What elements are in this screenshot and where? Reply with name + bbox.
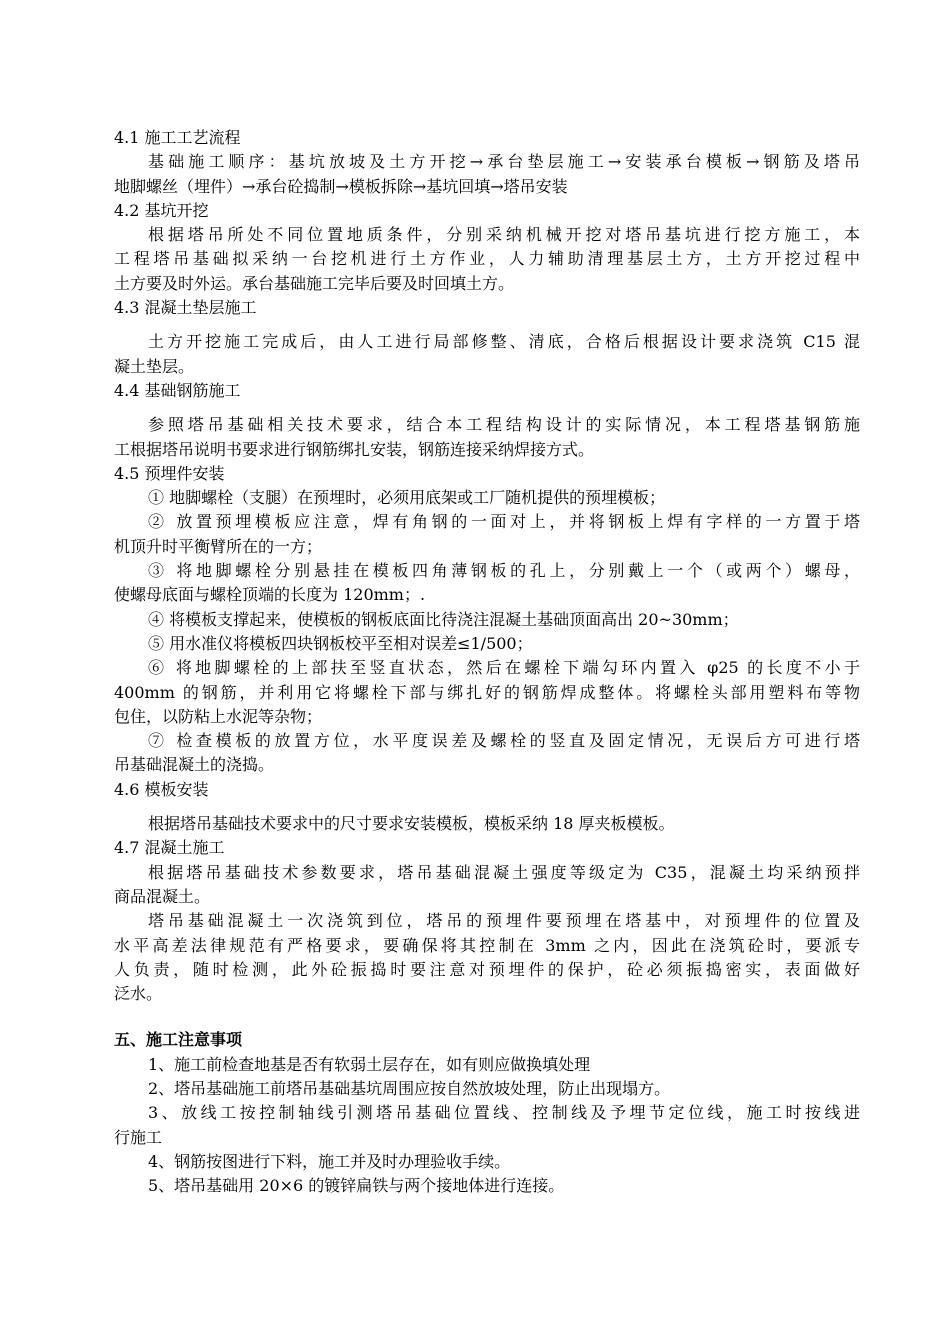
list-item-6: ⑥ 将地脚螺栓的上部扶至竖直状态，然后在螺栓下端勾环内置入 φ25 的长度不小于: [148, 658, 860, 678]
note-item-1: 1、施工前检查地基是否有软弱土层存在，如有则应做换填处理: [148, 1054, 591, 1074]
paragraph-line: 商品混凝土。: [114, 886, 211, 906]
list-item-2: ② 放置预埋模板应注意，焊有角钢的一面对上，并将钢板上焊有字样的一方置于塔: [148, 512, 860, 532]
paragraph-line: 泛水。: [114, 984, 163, 1004]
paragraph-line: 基础施工顺序：基坑放坡及土方开挖→承台垫层施工→安装承台模板→钢筋及塔吊: [148, 152, 860, 172]
document-page: [114, 126, 860, 1198]
paragraph-line: 根据塔吊基础技术参数要求，塔吊基础混凝土强度等级定为 C35，混凝土均采纳预拌: [148, 862, 860, 882]
list-item-1: ① 地脚螺栓（支腿）在预埋时，必须用底架或工厂随机提供的预埋模板；: [148, 488, 666, 508]
list-item-6-cont: 400mm 的钢筋，并利用它将螺栓下部与绑扎好的钢筋焊成整体。将螺栓头部用塑料布等物: [114, 682, 860, 702]
section-heading-4-1: 4.1 施工工艺流程: [114, 128, 241, 147]
list-item-7: ⑦ 检查模板的放置方位，水平度误差及螺栓的竖直及固定情况，无误后方可进行塔: [148, 731, 860, 751]
list-item-6-cont: 包住，以防粘上水泥等杂物；: [114, 706, 323, 726]
section-heading-4-2: 4.2 基坑开挖: [114, 200, 209, 220]
paragraph-line: 工根据塔吊说明书要求进行钢筋绑扎安装，钢筋连接采纳焊接方式。: [114, 439, 595, 459]
list-item-2-cont: 机顶升时平衡臂所在的一方；: [114, 536, 323, 556]
paragraph-line: 根据塔吊所处不同位置地质条件，分别采纳机械开挖对塔吊基坑进行挖方施工，本: [148, 225, 860, 245]
section-heading-4-3: 4.3 混凝土垫层施工: [114, 298, 257, 318]
note-item-4: 4、钢筋按图进行下料，施工并及时办理验收手续。: [148, 1151, 511, 1171]
section-heading-5: 五、施工注意事项: [114, 1030, 243, 1050]
paragraph-line: 根据塔吊基础技术要求中的尺寸要求安装模板，模板采纳 18 厚夹板模板。: [148, 814, 675, 834]
paragraph-line: 参照塔吊基础相关技术要求，结合本工程结构设计的实际情况，本工程塔基钢筋施: [148, 415, 860, 435]
list-item-4: ④ 将模板支撑起来，使模板的钢板底面比待浇注混凝土基础顶面高出 20~30mm；: [148, 609, 739, 629]
note-item-3-cont: 行施工: [114, 1127, 163, 1147]
note-item-3: 3、放线工按控制轴线引测塔吊基础位置线、控制线及予埋节定位线，施工时按线进: [148, 1103, 860, 1123]
note-item-5: 5、塔吊基础用 20×6 的镀锌扁铁与两个接地体进行连接。: [148, 1176, 565, 1196]
note-item-2: 2、塔吊基础施工前塔吊基础基坑周围应按自然放坡处理，防止出现塌方。: [148, 1078, 671, 1098]
paragraph-line: 塔吊基础混凝土一次浇筑到位，塔吊的预埋件要预埋在塔基中，对预埋件的位置及: [148, 911, 860, 931]
paragraph-line: 凝土垫层。: [114, 356, 195, 376]
list-item-7-cont: 吊基础混凝土的浇捣。: [114, 755, 275, 775]
section-heading-4-4: 4.4 基础钢筋施工: [114, 380, 241, 400]
list-item-3-cont: 使螺母底面与螺栓顶端的长度为 120mm；.: [114, 585, 426, 605]
paragraph-line: 水平高差法律规范有严格要求，要确保将其控制在 3mm 之内，因此在浇筑砼时，要派专: [114, 935, 860, 955]
paragraph-line: 土方开挖施工完成后，由人工进行局部修整、清底，合格后根据设计要求浇筑 C15 混: [148, 332, 860, 352]
section-heading-4-6: 4.6 模板安装: [114, 779, 209, 799]
section-heading-4-7: 4.7 混凝土施工: [114, 838, 225, 858]
paragraph-line: 土方要及时外运。承台基础施工完毕后要及时回填土方。: [114, 273, 515, 293]
paragraph-line: 地脚螺丝（埋件）→承台砼捣制→模板拆除→基坑回填→塔吊安装: [114, 176, 568, 196]
list-item-3: ③ 将地脚螺栓分别悬挂在模板四角薄钢板的孔上，分别戴上一个（或两个）螺母，: [148, 561, 860, 581]
paragraph-line: 工程塔吊基础拟采纳一台挖机进行土方作业，人力辅助清理基层土方，土方开挖过程中: [114, 249, 860, 269]
paragraph-line: 人负责，随时检测，此外砼振捣时要注意对预埋件的保护，砼必须振捣密实，表面做好: [114, 959, 860, 979]
list-item-5: ⑤ 用水准仪将模板四块钢板校平至相对误差≤1/500；: [148, 633, 533, 653]
section-heading-4-5: 4.5 预埋件安装: [114, 463, 225, 483]
